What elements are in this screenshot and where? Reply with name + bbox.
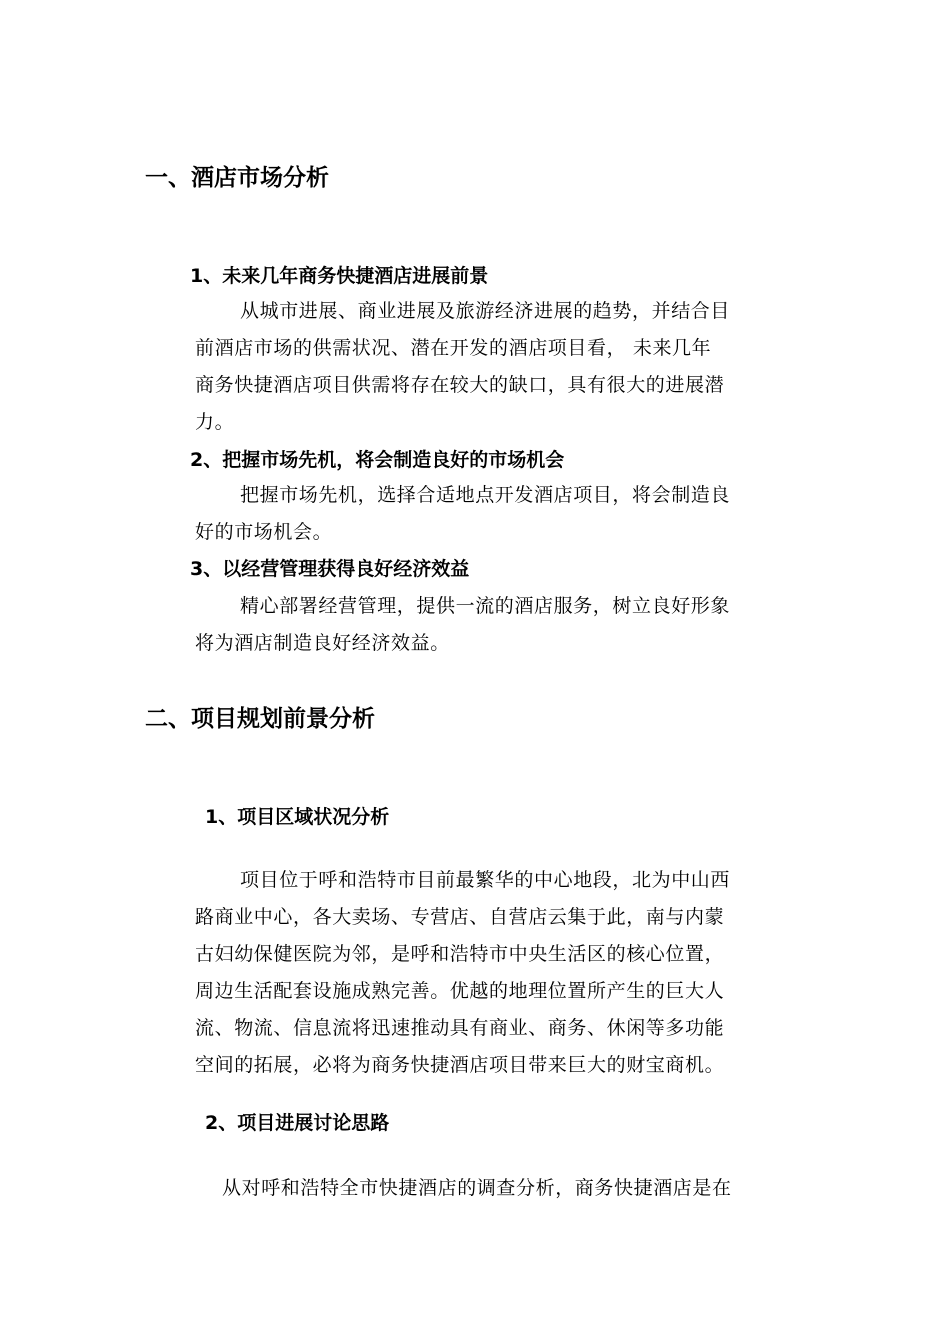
paragraph-line: 流、物流、信息流将迅速推动具有商业、商务、休闲等多功能 <box>195 1017 725 1039</box>
subsection-2-1-paragraph <box>195 862 807 1084</box>
subsection-2-2-heading: 2、项目进展讨论思路 <box>205 1112 390 1134</box>
paragraph-line: 从城市进展、商业进展及旅游经济进展的趋势，并结合目 <box>240 300 731 322</box>
section-2-heading: 二、项目规划前景分析 <box>145 706 375 732</box>
paragraph-line: 好的市场机会。 <box>195 521 333 543</box>
subsection-1-3-heading: 3、以经营管理获得良好经济效益 <box>190 558 470 580</box>
paragraph-line: 力。 <box>195 411 235 433</box>
paragraph-line: 周边生活配套设施成熟完善。优越的地理位置所产生的巨大人 <box>195 980 725 1002</box>
section-1-heading: 一、酒店市场分析 <box>145 165 329 191</box>
paragraph-line: 项目位于呼和浩特市目前最繁华的中心地段，北为中山西 <box>240 869 731 891</box>
subsection-1-1-paragraph <box>195 293 807 441</box>
subsection-1-1-heading: 1、未来几年商务快捷酒店进展前景 <box>190 265 489 287</box>
paragraph-line: 空间的拓展，必将为商务快捷酒店项目带来巨大的财宝商机。 <box>195 1054 725 1076</box>
paragraph-line: 古妇幼保健医院为邻，是呼和浩特市中央生活区的核心位置， <box>195 943 725 965</box>
subsection-1-2-paragraph <box>195 477 807 551</box>
paragraph-line: 商务快捷酒店项目供需将存在较大的缺口，具有很大的进展潜 <box>195 374 725 396</box>
subsection-1-3-paragraph <box>195 588 807 662</box>
subsection-2-1-heading: 1、项目区域状况分析 <box>205 806 390 828</box>
paragraph-line: 把握市场先机，选择合适地点开发酒店项目，将会制造良 <box>240 484 731 506</box>
paragraph-line: 路商业中心，各大卖场、专营店、自营店云集于此，南与内蒙 <box>195 906 725 928</box>
paragraph-line: 从对呼和浩特全市快捷酒店的调查分析，商务快捷酒店是在 <box>222 1177 732 1199</box>
subsection-2-2-paragraph <box>222 1170 812 1207</box>
subsection-1-2-heading: 2、把握市场先机，将会制造良好的市场机会 <box>190 449 565 471</box>
paragraph-line: 精心部署经营管理，提供一流的酒店服务，树立良好形象 <box>240 595 731 617</box>
paragraph-line: 前酒店市场的供需状况、潜在开发的酒店项目看， 未来几年 <box>195 337 712 359</box>
paragraph-line: 将为酒店制造良好经济效益。 <box>195 632 450 654</box>
